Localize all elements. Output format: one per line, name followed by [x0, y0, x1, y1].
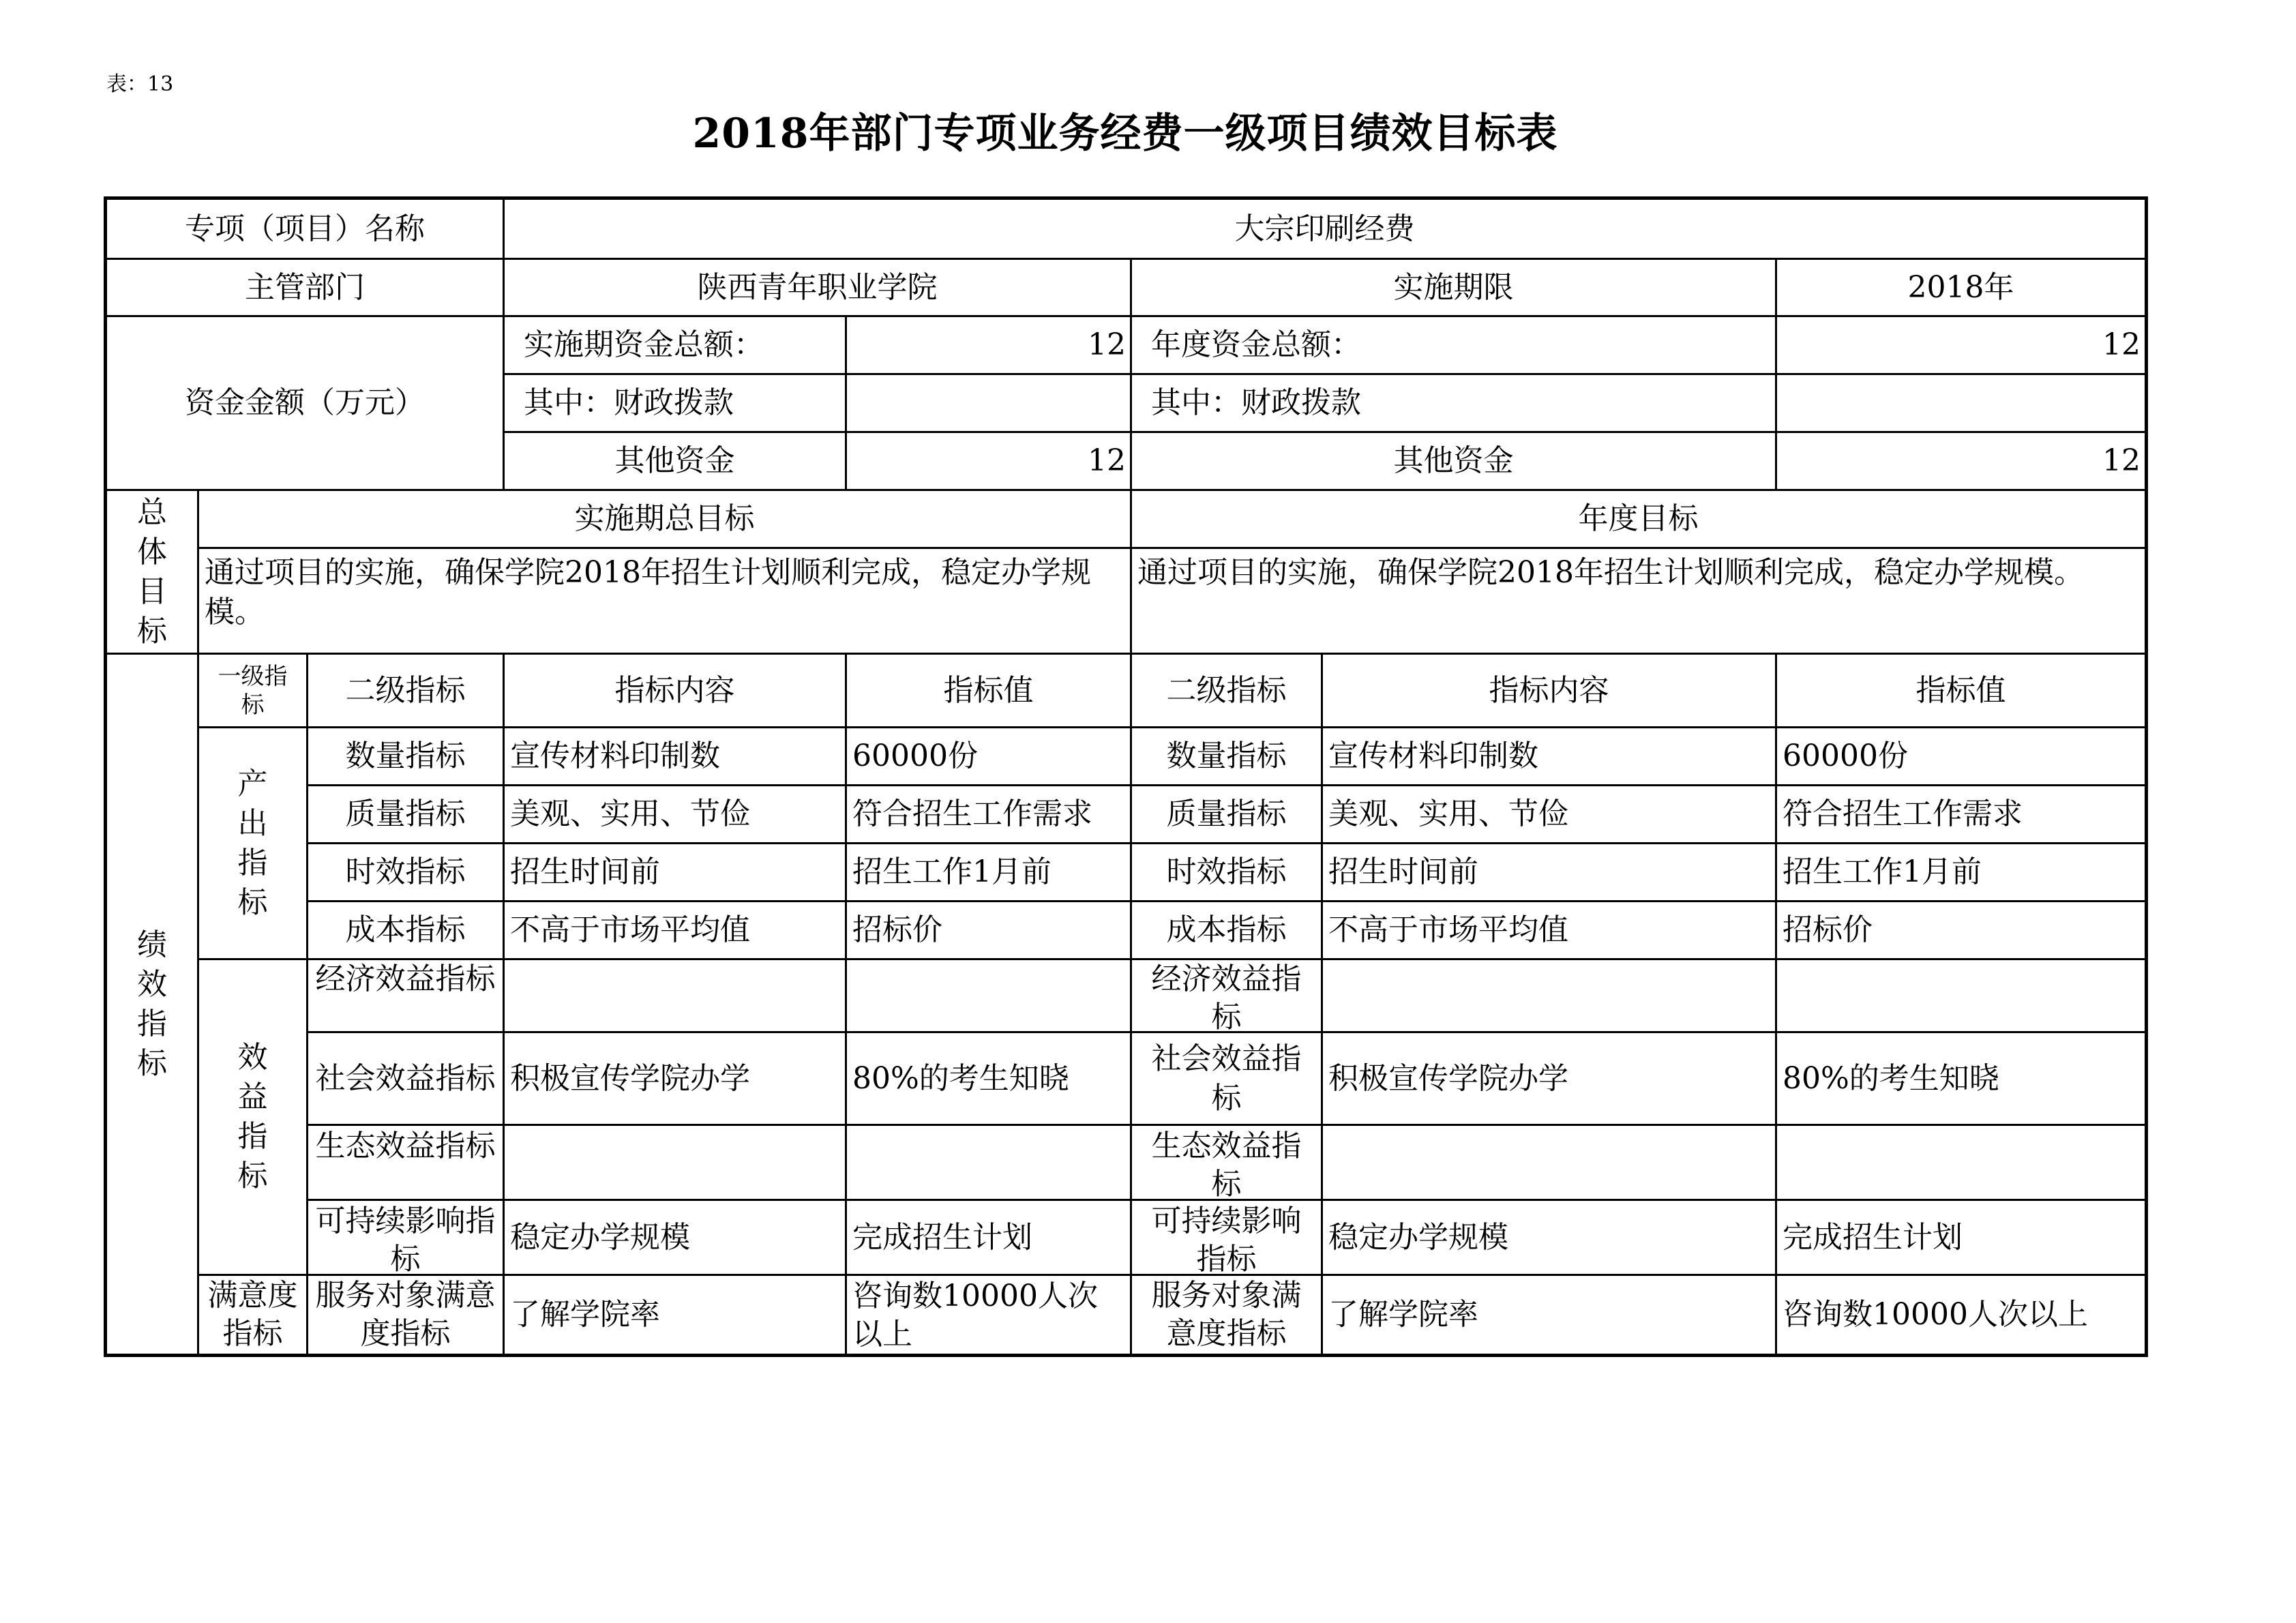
table-row: [106, 786, 2147, 844]
row1-value: 符合招生工作需求: [846, 786, 1131, 844]
table-row: [106, 1125, 2147, 1200]
row6-value: [846, 1125, 1131, 1200]
row3-content: 不高于市场平均值: [504, 902, 846, 959]
row1-l2-year: 质量指标: [1131, 786, 1322, 844]
row6-l2: [308, 1125, 504, 1200]
row5-content-year: 积极宣传学院办学: [1322, 1032, 1776, 1125]
row-goals-header: [106, 490, 2147, 548]
row7-value: 完成招生计划: [846, 1200, 1131, 1275]
row4-content: [504, 959, 846, 1032]
row6-value-year: [1776, 1125, 2147, 1200]
table-row: [106, 1275, 2147, 1356]
output-indicators-label: 产出指标: [198, 728, 308, 959]
row0-value: 60000份: [846, 728, 1131, 786]
row6-l2-text: 生态效益指标: [315, 1129, 496, 1163]
row3-content-year: 不高于市场平均值: [1322, 902, 1776, 959]
impl-fiscal-label: 其中：财政拨款: [504, 374, 846, 432]
row0-value-year: 60000份: [1776, 728, 2147, 786]
table-row: [106, 1032, 2147, 1125]
year-goal-label: 年度目标: [1131, 490, 2147, 548]
row7-l2: [308, 1200, 504, 1275]
content-header: 指标内容: [504, 654, 846, 728]
row4-l2: [308, 959, 504, 1032]
impl-total-label: 实施期资金总额：: [504, 316, 846, 374]
row2-value-year: 招生工作1月前: [1776, 844, 2147, 902]
table-row: [106, 728, 2147, 786]
row4-value-year: [1776, 959, 2147, 1032]
row8-value: [846, 1275, 1131, 1356]
period-value: 2018年: [1776, 259, 2147, 316]
row3-l2: 成本指标: [308, 902, 504, 959]
row6-l2-year-text: 生态效益指标: [1151, 1129, 1302, 1198]
row3-value: 招标价: [846, 902, 1131, 959]
year-fiscal-value: [1776, 374, 2147, 432]
row-goals-text: [106, 548, 2147, 654]
table-row: [106, 844, 2147, 902]
year-fiscal-label: 其中：财政拨款: [1131, 374, 1776, 432]
funds-label: [106, 316, 504, 490]
row6-l2-year: [1131, 1125, 1322, 1200]
impl-goal-label: 实施期总目标: [198, 490, 1131, 548]
row5-content: 积极宣传学院办学: [504, 1032, 846, 1125]
row4-l2-year: [1131, 959, 1322, 1032]
row2-l2-year: 时效指标: [1131, 844, 1322, 902]
funds-label-text: 资金金额（万元）: [185, 385, 425, 420]
row8-value-year: 咨询数10000人次以上: [1776, 1275, 2147, 1356]
row7-l2-year-text: 可持续影响指标: [1151, 1204, 1302, 1273]
row1-content: 美观、实用、节俭: [504, 786, 846, 844]
page-title: 2018年部门专项业务经费一级项目绩效目标表: [692, 110, 1558, 158]
table-row: [106, 959, 2147, 1032]
year-other-value: 12: [1776, 432, 2147, 490]
row0-l2-year: 数量指标: [1131, 728, 1322, 786]
impl-other-label: 其他资金: [504, 432, 846, 490]
row2-l2: 时效指标: [308, 844, 504, 902]
row-funds-total: [106, 316, 2147, 374]
impl-other-value: 12: [846, 432, 1131, 490]
row5-l2-year: 社会效益指标: [1131, 1032, 1322, 1125]
goals-label: 总体目标: [106, 490, 198, 654]
row8-content-year: 了解学院率: [1322, 1275, 1776, 1356]
row6-content-year: [1322, 1125, 1776, 1200]
value-header-year: 指标值: [1776, 654, 2147, 728]
indicators-label: 绩效指标: [106, 654, 198, 1356]
performance-table: [104, 196, 2148, 1357]
row2-content: 招生时间前: [504, 844, 846, 902]
row0-content: 宣传材料印制数: [504, 728, 846, 786]
row1-value-year: 符合招生工作需求: [1776, 786, 2147, 844]
row2-value: 招生工作1月前: [846, 844, 1131, 902]
row7-l2-text: 可持续影响指标: [315, 1204, 496, 1273]
dept-label: 主管部门: [106, 259, 504, 316]
row4-content-year: [1322, 959, 1776, 1032]
year-other-label: 其他资金: [1131, 432, 1776, 490]
level2-header: 二级指标: [308, 654, 504, 728]
row4-l2-year-text: 经济效益指标: [1151, 962, 1302, 1031]
row-indicators-header: [106, 654, 2147, 728]
row4-l2-text: 经济效益指标: [315, 962, 496, 996]
year-total-value: 12: [1776, 316, 2147, 374]
level1-header: 一级指标: [198, 654, 308, 728]
row7-content: 稳定办学规模: [504, 1200, 846, 1275]
content-header-year: 指标内容: [1322, 654, 1776, 728]
row5-value: 80%的考生知晓: [846, 1032, 1131, 1125]
row8-l2: 服务对象满意度指标: [308, 1275, 504, 1356]
row-department: [106, 259, 2147, 316]
row-project-name: [106, 198, 2147, 259]
row7-content-year: 稳定办学规模: [1322, 1200, 1776, 1275]
row5-value-year: 80%的考生知晓: [1776, 1032, 2147, 1125]
row3-value-year: 招标价: [1776, 902, 2147, 959]
impl-fiscal-value: [846, 374, 1131, 432]
row2-content-year: 招生时间前: [1322, 844, 1776, 902]
dept-value: 陕西青年职业学院: [504, 259, 1131, 316]
row8-value-text: 咨询数10000人次以上: [852, 1279, 1098, 1348]
project-name-label: 专项（项目）名称: [106, 198, 504, 259]
table-number: 表：13: [106, 72, 174, 96]
row7-value-year: 完成招生计划: [1776, 1200, 2147, 1275]
project-name-value: 大宗印刷经费: [504, 198, 2147, 259]
period-label: 实施期限: [1131, 259, 1776, 316]
year-total-label: 年度资金总额：: [1131, 316, 1776, 374]
row8-l2-year: 服务对象满意度指标: [1131, 1275, 1322, 1356]
row4-value: [846, 959, 1131, 1032]
row5-l2: 社会效益指标: [308, 1032, 504, 1125]
satisfaction-indicators-label: 满意度指标: [198, 1275, 308, 1356]
row6-content: [504, 1125, 846, 1200]
benefit-indicators-label: 效益指标: [198, 959, 308, 1275]
row0-content-year: 宣传材料印制数: [1322, 728, 1776, 786]
table-row: [106, 1200, 2147, 1275]
impl-total-value: 12: [846, 316, 1131, 374]
level2-header-year: 二级指标: [1131, 654, 1322, 728]
impl-goal-text: 通过项目的实施，确保学院2018年招生计划顺利完成，稳定办学规模。: [198, 548, 1131, 654]
value-header: 指标值: [846, 654, 1131, 728]
table-row: [106, 902, 2147, 959]
row7-l2-year: [1131, 1200, 1322, 1275]
row0-l2: 数量指标: [308, 728, 504, 786]
row8-content: 了解学院率: [504, 1275, 846, 1356]
year-goal-text: 通过项目的实施，确保学院2018年招生计划顺利完成，稳定办学规模。: [1131, 548, 2147, 654]
row3-l2-year: 成本指标: [1131, 902, 1322, 959]
row1-content-year: 美观、实用、节俭: [1322, 786, 1776, 844]
row1-l2: 质量指标: [308, 786, 504, 844]
